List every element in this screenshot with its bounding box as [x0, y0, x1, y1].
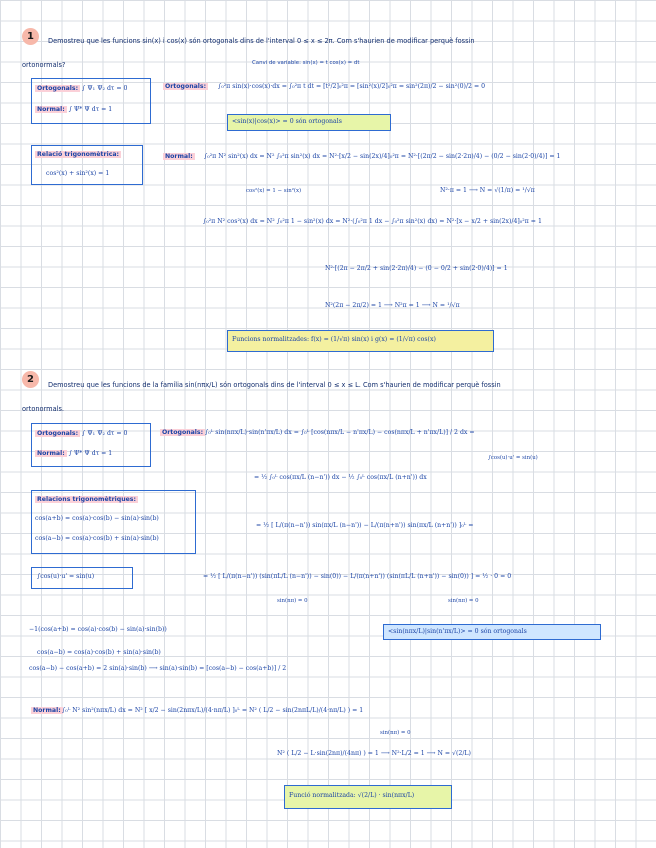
norm-def-formula: ∫ Ψ* Ψ dτ = 1	[68, 106, 113, 113]
sin-n-pi-zero-a: sin(nπ) = 0	[277, 598, 308, 604]
trig-relations-title: Relacions trigonomètriques:	[37, 496, 136, 503]
final-result-2: Funció normalitzada: √(2/L) · sin(nπx/L)	[289, 792, 415, 799]
derivation-step-3: cos(a−b) − cos(a+b) = 2 sin(a)·sin(b) ⟶ sin(a)·sin(b) = [cos(a−b) − cos(a+b)] / 2	[29, 665, 287, 672]
orth-def-label-2: Ortogonals:	[37, 430, 79, 437]
problem-2-statement-end: ortonormals.	[22, 405, 64, 413]
norm-calculation-1: ∫₀²π N² sin²(x) dx = N² ∫₀²π sin²(x) dx = N²·[x/2 − sin(2x)/4]₀²π = N²·[(2π/2 − sin(2·2π)/4) − (0/2 − sin(2·0)/4)] = 1	[204, 153, 561, 160]
change-of-variable-note: Canvi de variable: sin(x) = t cos(x) = dt	[252, 60, 360, 66]
integral-identity-formula: ∫cos(u)·u' = sin(u)	[37, 573, 95, 580]
orth-calculation-2c: = ½ [ L/(π(n−n')) sin(πx/L (n−n')) − L/(π(n+n')) sin(πx/L (n+n')) ]₀ᴸ =	[256, 522, 474, 529]
norm-label-1: Normal:	[165, 153, 193, 160]
sin-n-pi-zero-b: sin(nπ) = 0	[448, 598, 479, 604]
orth-calculation-2d: = ½ [ L/(π(n−n')) (sin(πL/L (n−n')) − sin(0)) − L/(π(n+n')) (sin(πL/L (n+n')) − sin(0)) ] = ½ · 0 = 0	[203, 573, 512, 580]
derivation-step-1: −1(cos(a+b) = cos(a)·cos(b) − sin(a)·sin(b))	[29, 626, 167, 633]
final-result-box-1	[227, 330, 494, 352]
trig-relation-box-1	[31, 145, 143, 185]
derivation-step-2: cos(a−b) = cos(a)·cos(b) + sin(a)·sin(b)	[37, 649, 161, 656]
orth-result-box-1	[227, 114, 391, 131]
norm-calculation-2: ∫₀²π N² cos²(x) dx = N² ∫₀²π 1 − sin²(x) dx = N²·(∫₀²π 1 dx − ∫₀²π sin²(x) dx) = N²·[x − x/2 + sin(2x)/4]₀²π = 1	[203, 218, 542, 225]
norm-label-2: Normal:	[33, 707, 61, 714]
orth-calculation-2a: ∫₀ᴸ sin(nπx/L)·sin(n'πx/L) dx = ∫₀ᴸ [cos(nπx/L − n'πx/L) − cos(nπx/L + n'πx/L)] / 2 dx =	[205, 429, 475, 436]
trig-relation-formula: cos²(x) + sin²(x) = 1	[46, 170, 110, 177]
definitions-box-2	[31, 423, 151, 467]
problem-1-badge: 1	[22, 28, 39, 45]
problem-2-statement: Demostreu que les funcions de la família sin(nπx/L) són ortogonals dins de l'interval 0 ≤ x ≤ L. Com s'haurien de modificar perquè fossin	[48, 381, 501, 389]
final-result-box-2	[284, 785, 452, 809]
integral-identity-box	[31, 567, 133, 589]
norm-calculation-2b: N² ( L/2 − L·sin(2nπ)/(4nπ) ) = 1 ⟶ N²·L/2 = 1 ⟶ N = √(2/L)	[277, 750, 471, 757]
orth-label-1: Ortogonals:	[165, 83, 207, 90]
norm-calculation-3: N²·[(2π − 2π/2 + sin(2·2π)/4) − (0 − 0/2 + sin(2·0)/4)] = 1	[325, 265, 508, 272]
trig-relations-box-2	[31, 490, 196, 554]
cos-identity-note: cos²(x) = 1 − sin²(x)	[246, 188, 302, 194]
orth-def-formula: ∫ Ψ₁ Ψ₂ dτ = 0	[82, 85, 128, 92]
integral-identity-note: ∫cos(u)·u' = sin(u)	[488, 455, 538, 461]
norm-def-label-2: Normal:	[37, 450, 65, 457]
trig-relation-difference: cos(a−b) = cos(a)·cos(b) + sin(a)·sin(b)	[35, 535, 159, 542]
problem-1-statement-end: ortonormals?	[22, 61, 66, 69]
norm-calculation-4: N²(2π − 2π/2) = 1 ⟶ N²π = 1 ⟶ N = ¹/√π	[325, 302, 460, 309]
problem-2-badge: 2	[22, 371, 39, 388]
orth-def-formula-2: ∫ Ψ₁ Ψ₂ dτ = 0	[82, 430, 128, 437]
norm-def-label: Normal:	[37, 106, 65, 113]
orth-calculation-2b: = ½ ∫₀ᴸ cos(πx/L (n−n')) dx − ½ ∫₀ᴸ cos(πx/L (n+n')) dx	[254, 474, 427, 481]
problem-1-statement: Demostreu que les funcions sin(x) i cos(x) són ortogonals dins de l'interval 0 ≤ x ≤ 2π. Com s'haurien de modificar perquè fossin	[48, 37, 475, 45]
orth-result-box-2	[383, 624, 601, 640]
orth-calculation-1: ∫₀²π sin(x)·cos(x)·dx = ∫₀²π t dt = [t²/2]₀²π = [sin²(x)/2]₀²π = sin²(2π)/2 − sin²(0)/2 = 0	[218, 83, 486, 90]
final-result-1: Funcions normalitzades: f(x) = (1/√π) sin(x) i g(x) = (1/√π) cos(x)	[232, 336, 436, 343]
trig-relation-sum: cos(a+b) = cos(a)·cos(b) − sin(a)·sin(b)	[35, 515, 159, 522]
norm-result-1: N²·π = 1 ⟶ N = √(1/π) = ¹/√π	[440, 187, 535, 194]
sin-n-pi-zero-c: sin(nπ) = 0	[380, 730, 411, 736]
definitions-box-1	[31, 78, 151, 124]
orth-def-label: Ortogonals:	[37, 85, 79, 92]
orth-label-2: Ortogonals:	[162, 429, 204, 436]
orth-result-2: <sin(nπx/L)|sin(n'πx/L)> = 0 són ortogonals	[388, 628, 527, 635]
orth-result-1: <sin(x)|cos(x)> = 0 són ortogonals	[232, 118, 342, 125]
norm-def-formula-2: ∫ Ψ* Ψ dτ = 1	[68, 450, 113, 457]
norm-calculation-2a: ∫₀ᴸ N² sin²(nπx/L) dx = N² [ x/2 − sin(2nπx/L)/(4·nπ/L) ]₀ᴸ = N² ( L/2 − sin(2nπL/L)/(4·nπ/L) ) = 1	[62, 707, 364, 714]
trig-relation-title: Relació trigonomètrica:	[37, 151, 120, 158]
